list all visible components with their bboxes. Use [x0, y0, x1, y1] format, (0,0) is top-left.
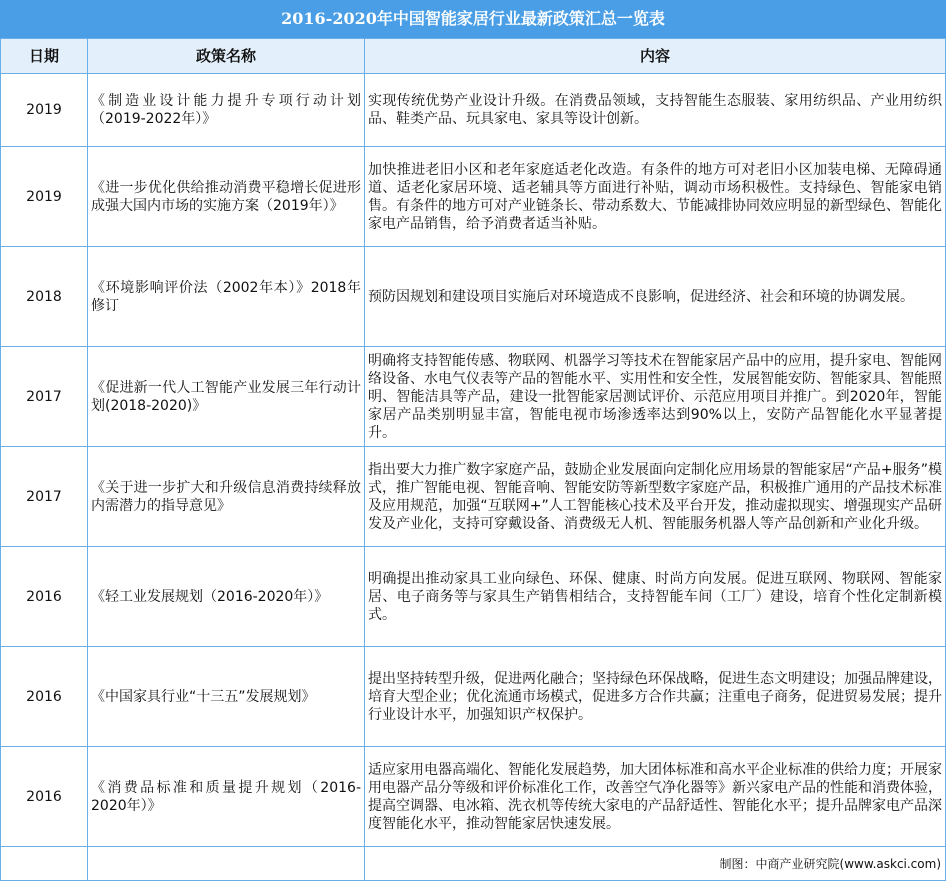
date-cell: 2018: [1, 247, 88, 347]
date-cell: 2019: [1, 147, 88, 247]
empty-cell: [1, 847, 88, 881]
content-cell: 指出要大力推广数字家庭产品，鼓励企业发展面向定制化应用场景的智能家居“产品+服务”模式，推广智能电视、智能音响、智能安防等新型数字家庭产品，积极推广通用的产品技术标准及应用规范，加强“互联网+”人工智能核心技术及平台开发，推动虚拟现实、增强现实产品研发及产业化，支持可穿戴设备、消费级无人机、智能服务机器人等产品创新和产业化升级。: [365, 447, 946, 547]
empty-cell: [88, 847, 365, 881]
table-row: [1, 247, 946, 347]
policy-name-cell: 《消费品标准和质量提升规划（2016-2020年）》: [88, 747, 365, 847]
content-cell: 明确提出推动家具工业向绿色、环保、健康、时尚方向发展。促进互联网、物联网、智能家居、电子商务等与家具生产销售相结合，支持智能车间（工厂）建设，培育个性化定制新模式。: [365, 547, 946, 647]
date-cell: 2016: [1, 647, 88, 747]
policy-name-cell: 《进一步优化供给推动消费平稳增长促进形成强大国内市场的实施方案（2019年）》: [88, 147, 365, 247]
credit-row: [1, 847, 946, 881]
header-policy-name: 政策名称: [88, 39, 365, 74]
policy-table: [0, 38, 946, 881]
content-cell: 提出坚持转型升级，促进两化融合；坚持绿色环保战略，促进生态文明建设；加强品牌建设，培育大型企业；优化流通市场模式，促进多方合作共赢；注重电子商务，促进贸易发展；提升行业设计水平，加强知识产权保护。: [365, 647, 946, 747]
date-cell: 2019: [1, 74, 88, 147]
content-cell: 实现传统优势产业设计升级。在消费品领域，支持智能生态服装、家用纺织品、产业用纺织品、鞋类产品、玩具家电、家具等设计创新。: [365, 74, 946, 147]
table-row: [1, 647, 946, 747]
table-row: [1, 74, 946, 147]
table-row: [1, 447, 946, 547]
content-cell: 明确将支持智能传感、物联网、机器学习等技术在智能家居产品中的应用，提升家电、智能网络设备、水电气仪表等产品的智能水平、实用性和安全性，发展智能安防、智能家具、智能照明、智能洁具等产品，建设一批智能家居测试评价、示范应用项目并推广。到2020年，智能家居产品类别明显丰富，智能电视市场渗透率达到90%以上，安防产品智能化水平显著提升。: [365, 347, 946, 447]
table-title: 2016-2020年中国智能家居行业最新政策汇总一览表: [0, 0, 946, 38]
policy-name-cell: 《轻工业发展规划（2016-2020年）》: [88, 547, 365, 647]
table-row: [1, 747, 946, 847]
content-cell: 适应家用电器高端化、智能化发展趋势，加大团体标准和高水平企业标准的供给力度；开展家用电器产品分等级和评价标准化工作，改善空气净化器等》新兴家电产品的性能和消费体验，提高空调器、电冰箱、洗衣机等传统大家电的产品舒适性、智能化水平；提升品牌家电产品深度智能化水平，推动智能家居快速发展。: [365, 747, 946, 847]
content-cell: 加快推进老旧小区和老年家庭适老化改造。有条件的地方可对老旧小区加装电梯、无障碍通道、适老化家居环境、适老辅具等方面进行补贴，调动市场积极性。支持绿色、智能家电销售。有条件的地方可对产业链条长、带动系数大、节能减排协同效应明显的新型绿色、智能化家电产品销售，给予消费者适当补贴。: [365, 147, 946, 247]
table-row: [1, 147, 946, 247]
date-cell: 2016: [1, 747, 88, 847]
header-row: [1, 39, 946, 74]
table-row: [1, 347, 946, 447]
table-row: [1, 547, 946, 647]
source-credit: 制图：中商产业研究院(www.askci.com): [365, 847, 946, 881]
date-cell: 2017: [1, 447, 88, 547]
content-cell: 预防因规划和建设项目实施后对环境造成不良影响，促进经济、社会和环境的协调发展。: [365, 247, 946, 347]
header-date: 日期: [1, 39, 88, 74]
date-cell: 2017: [1, 347, 88, 447]
header-content: 内容: [365, 39, 946, 74]
policy-name-cell: 《促进新一代人工智能产业发展三年行动计划(2018-2020)》: [88, 347, 365, 447]
date-cell: 2016: [1, 547, 88, 647]
policy-name-cell: 《制造业设计能力提升专项行动计划（2019-2022年）》: [88, 74, 365, 147]
policy-name-cell: 《关于进一步扩大和升级信息消费持续释放内需潜力的指导意见》: [88, 447, 365, 547]
policy-name-cell: 《环境影响评价法（2002年本）》2018年修订: [88, 247, 365, 347]
policy-name-cell: 《中国家具行业“十三五”发展规划》: [88, 647, 365, 747]
